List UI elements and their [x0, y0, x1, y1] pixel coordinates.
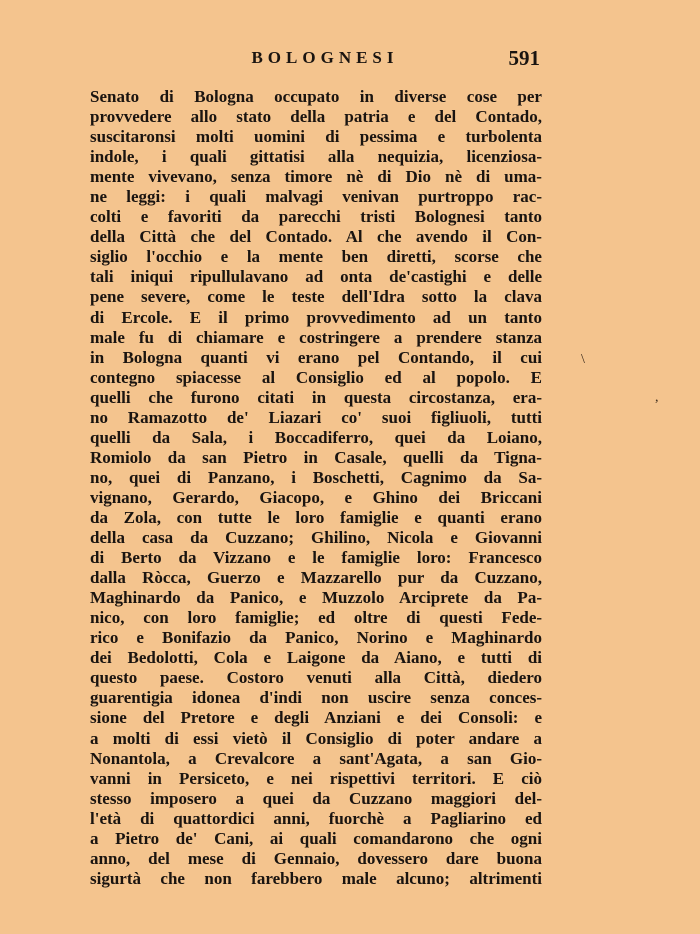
text-line: provvedere allo stato della patria e del Contado,	[90, 107, 543, 127]
ink-speck: \	[581, 352, 585, 367]
text-line: guarentigia idonea d'indi non uscire senza conces-	[90, 688, 543, 708]
page-number: 591	[508, 46, 540, 70]
running-head	[90, 48, 540, 72]
text-line: suscitaronsi molti uomini di pessima e turbolenta	[90, 127, 543, 147]
text-line: contegno spiacesse al Consiglio ed al popolo. E	[90, 367, 542, 387]
text-line: no, quei di Panzano, i Boschetti, Cagnimo da Sa-	[90, 467, 543, 487]
text-line: no Ramazotto de' Liazari co' suoi figliuoli, tutti	[90, 407, 543, 427]
text-line: della Città che del Contado. Al che avendo il Con-	[90, 227, 542, 247]
text-line: siglio l'occhio e la mente ben diretti, scorse che	[90, 247, 542, 267]
text-line: quelli che furono citati in questa circostanza, era-	[90, 387, 542, 407]
text-line: a molti di essi vietò il Consiglio di poter andare a	[90, 728, 543, 748]
body-text	[90, 87, 542, 889]
text-line: Maghinardo da Panico, e Muzzolo Arciprete da Pa-	[90, 588, 542, 608]
text-line: di Berto da Vizzano e le famiglie loro: Francesco	[90, 548, 542, 568]
text-line: anno, del mese di Gennaio, dovessero dare buona	[90, 848, 542, 868]
text-line: della casa da Cuzzano; Ghilino, Nicola e Giovanni	[90, 528, 543, 548]
text-line: male fu di chiamare e costringere a prendere stanza	[90, 327, 543, 347]
text-line: sigurtà che non farebbero male alcuno; altrimenti	[90, 868, 543, 888]
ink-speck: ,	[655, 390, 659, 405]
text-line: colti e favoriti da parecchi tristi Bolognesi tanto	[90, 207, 543, 227]
text-line: indole, i quali gittatisi alla nequizia, licenziosa-	[90, 147, 543, 167]
text-line: questo paese. Costoro venuti alla Città, diedero	[90, 668, 543, 688]
text-line: l'età di quattordici anni, fuorchè a Pagliarino ed	[90, 808, 542, 828]
text-line: stesso imposero a quei da Cuzzano maggiori del-	[90, 788, 543, 808]
text-line: sione del Pretore e degli Anziani e dei Consoli: e	[90, 708, 542, 728]
text-line: Romiolo da san Pietro in Casale, quelli da Tigna-	[90, 447, 542, 467]
text-line: dei Bedolotti, Cola e Laigone da Aiano, e tutti di	[90, 648, 542, 668]
text-line: Nonantola, a Crevalcore a sant'Agata, a san Gio-	[90, 748, 543, 768]
text-line: a Pietro de' Cani, ai quali comandarono che ogni	[90, 828, 542, 848]
running-title: BOLOGNESI	[251, 48, 399, 67]
text-line: nico, con loro famiglie; ed oltre di questi Fede-	[90, 608, 543, 628]
text-line: mente vivevano, senza timore nè di Dio nè di uma-	[90, 167, 542, 187]
text-line: ne leggi: i quali malvagi venivan purtroppo rac-	[90, 187, 542, 207]
text-line: tali iniqui ripullulavano ad onta de'castighi e delle	[90, 267, 543, 287]
text-line: quelli da Sala, i Boccadiferro, quei da Loiano,	[90, 427, 542, 447]
text-line: vanni in Persiceto, e nei rispettivi territori. E ciò	[90, 768, 542, 788]
text-line: dalla Ròcca, Guerzo e Mazzarello pur da Cuzzano,	[90, 568, 542, 588]
text-line: rico e Bonifazio da Panico, Norino e Maghinardo	[90, 628, 542, 648]
text-line: di Ercole. E il primo provvedimento ad un tanto	[90, 307, 542, 327]
text-line: vignano, Gerardo, Giacopo, e Ghino dei Briccani	[90, 487, 542, 507]
text-line: pene severe, come le teste dell'Idra sotto la clava	[90, 287, 542, 307]
text-line: da Zola, con tutte le loro famiglie e quanti erano	[90, 507, 542, 527]
text-line: in Bologna quanti vi erano pel Contando, il cui	[90, 347, 543, 367]
text-line: Senato di Bologna occupato in diverse cose per	[90, 87, 542, 106]
